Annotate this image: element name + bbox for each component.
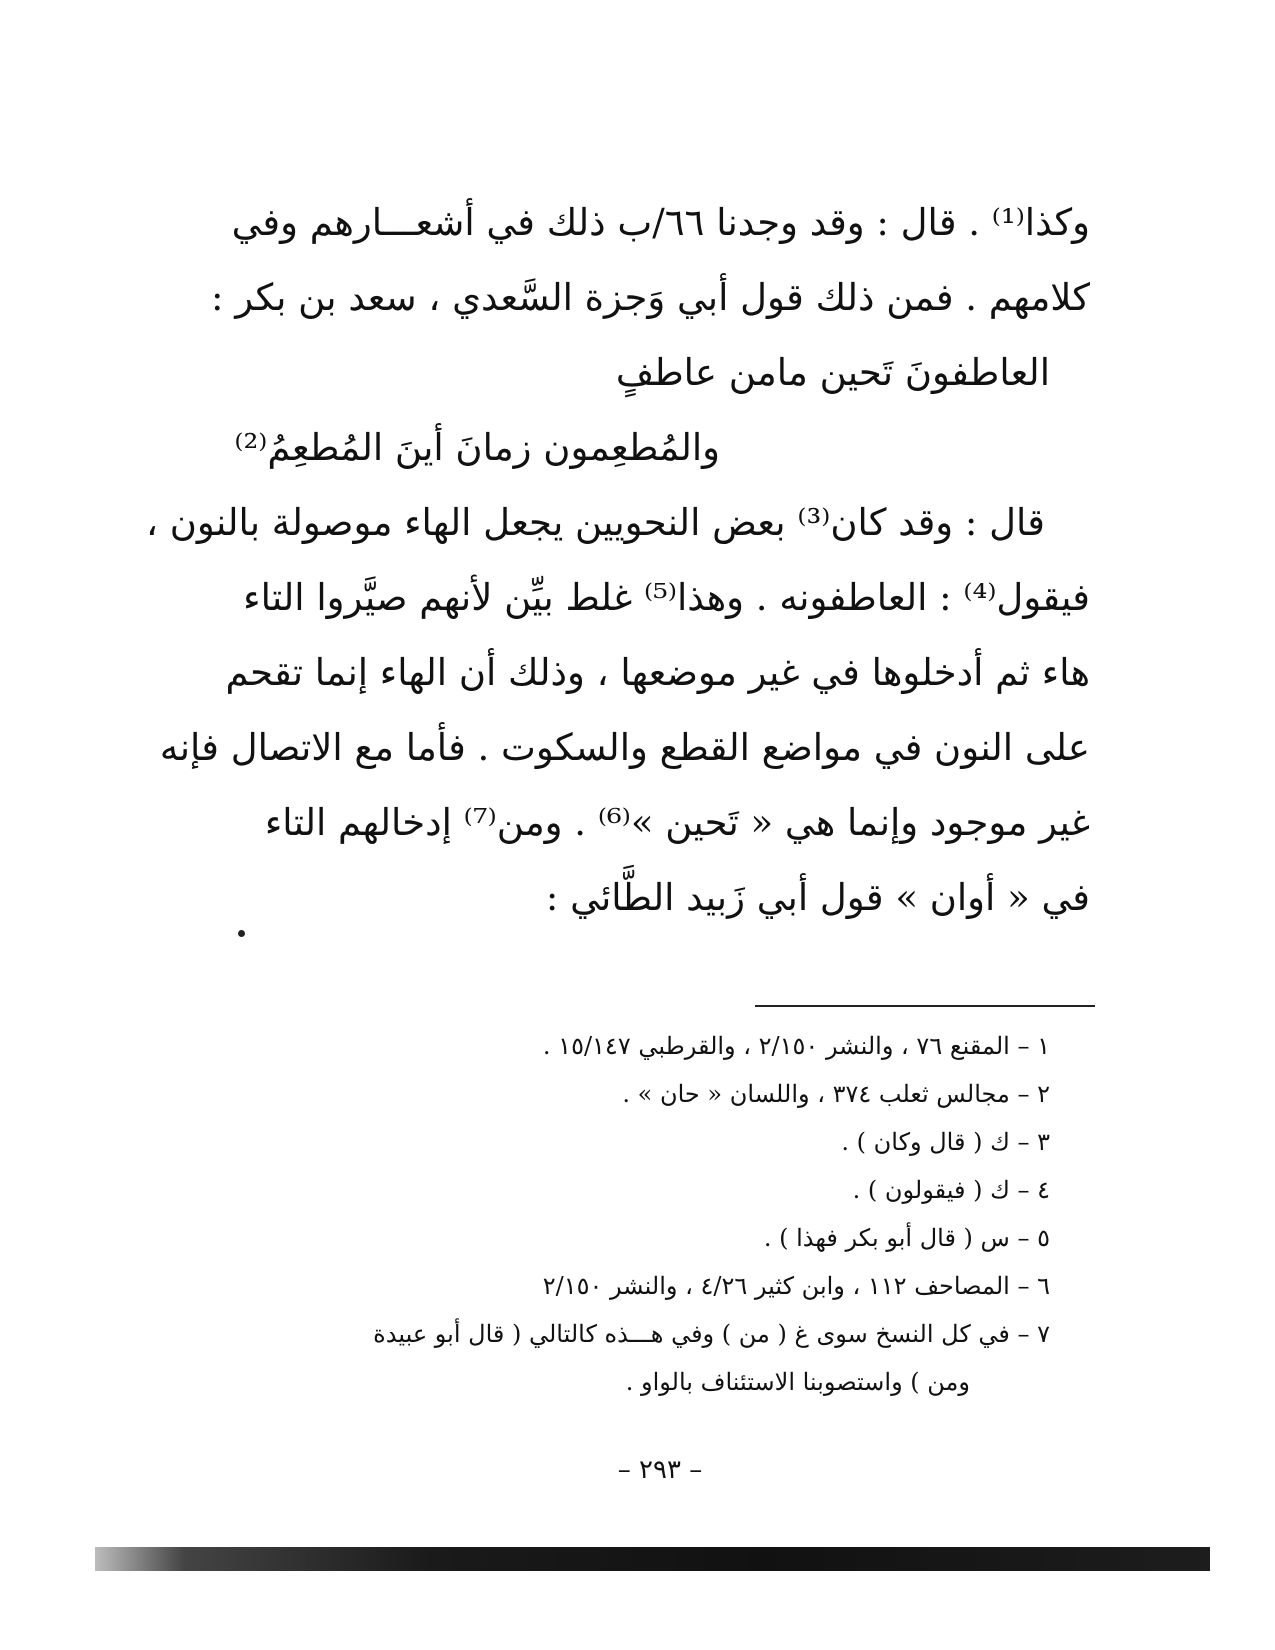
text-line-1: وكذا⁽¹⁾ . قال : وقد وجدنا ٦٦/ب ذلك في أشعـــارهم وفي [231, 201, 1090, 244]
footnote-3: ٣ – ك ( قال وكان ) . [841, 1128, 1050, 1156]
footnote-6: ٦ – المصاحف ١١٢ ، وابن كثير ٤/٢٦ ، والنشر ٢/١٥٠ [542, 1272, 1050, 1300]
paragraph-line-1: قال : وقد كان⁽³⁾ بعض النحويين يجعل الهاء موصولة بالنون ، [146, 501, 1045, 544]
scan-speck [238, 930, 245, 937]
footnote-7: ٧ – في كل النسخ سوى غ ( من ) وفي هـــذه كالتالي ( قال أبو عبيدة [373, 1320, 1050, 1348]
footnote-1: ١ – المقنع ٧٦ ، والنشر ٢/١٥٠ ، والقرطبي ١٥/١٤٧ . [542, 1032, 1050, 1060]
verse-hemistich-2: والمُطعِمون زمانَ أينَ المُطعِمُ⁽²⁾ [234, 426, 720, 469]
paragraph-line-2: فيقول⁽⁴⁾ : العاطفونه . وهذا⁽⁵⁾ غلط بيِّن لأنهم صيَّروا التاء [243, 576, 1090, 619]
text-line-2: كلامهم . فمن ذلك قول أبي وَجزة السَّعدي ، سعد بن بكر : [211, 276, 1090, 319]
footnote-7-continued: ومن ) واستصوبنا الاستئناف بالواو . [625, 1368, 970, 1396]
footnote-4: ٤ – ك ( فيقولون ) . [852, 1176, 1050, 1204]
paragraph-line-4: على النون في مواضع القطع والسكوت . فأما مع الاتصال فإنه [159, 726, 1090, 769]
footnote-2: ٢ – مجالس ثعلب ٣٧٤ ، واللسان « حان » . [622, 1080, 1050, 1108]
page-number: – ٢٩٣ – [617, 1455, 703, 1485]
paragraph-line-6: في « أوان » قول أبي زَبيد الطَّائي : [545, 876, 1090, 919]
paragraph-line-3: هاء ثم أدخلوها في غير موضعها ، وذلك أن الهاء إنما تقحم [225, 651, 1090, 694]
footnote-5: ٥ – س ( قال أبو بكر فهذا ) . [763, 1224, 1050, 1252]
verse-hemistich-1: العاطفونَ تَحين مامن عاطفٍ [615, 351, 1050, 394]
main-text [146, 185, 1090, 935]
footnote-separator [755, 1005, 1095, 1007]
footnotes [290, 1022, 1050, 1406]
scan-edge-bar [95, 1547, 1210, 1571]
paragraph-line-5: غير موجود وإنما هي « تَحين »⁽⁶⁾ . ومن⁽⁷⁾ إدخالهم التاء [264, 801, 1090, 844]
